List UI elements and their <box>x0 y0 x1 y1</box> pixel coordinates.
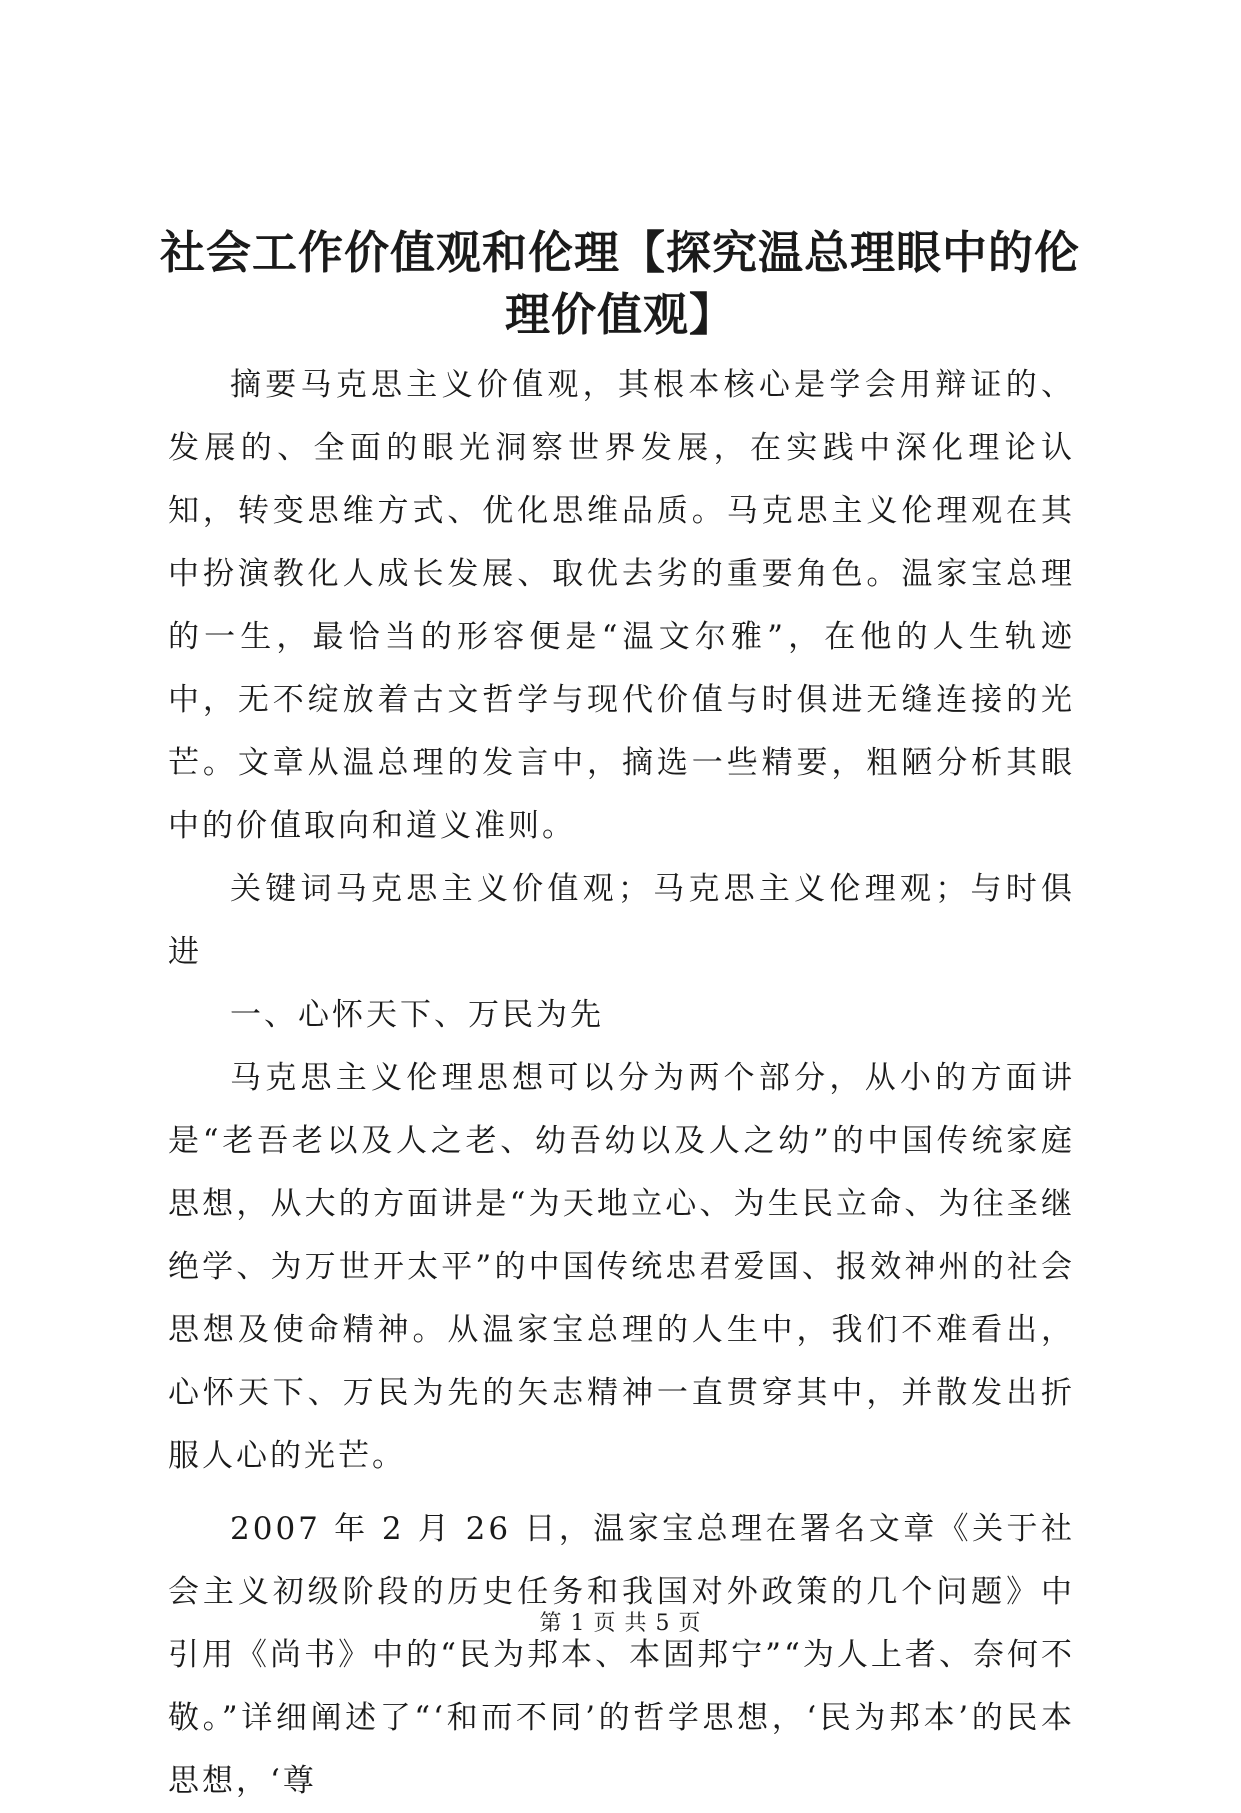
page-footer: 第 1 页 共 5 页 <box>539 1611 702 1636</box>
document-title <box>150 222 1090 346</box>
title-line-2: 理价值观】 <box>504 288 735 341</box>
title-line-1: 社会工作价值观和伦理【探究温总理眼中的伦 <box>159 226 1080 279</box>
abstract-paragraph: 摘要马克思主义价值观，其根本核心是学会用辩证的、发展的、全面的眼光洞察世界发展，在实践中深化理论认知，转变思维方式、优化思维品质。马克思主义伦理观在其中扮演教化人成长发展、取优去劣的重要角色。温家宝总理的一生，最恰当的形容便是“温文尔雅”，在他的人生轨迹中，无不绽放着古文哲学与现代价值与时俱进无缝连接的光芒。文章从温总理的发言中，摘选一些精要，粗陋分析其眼中的价值取向和道义准则。 <box>168 367 1075 844</box>
body-paragraph: 马克思主义伦理思想可以分为两个部分，从小的方面讲是“老吾老以及人之老、幼吾幼以及人之幼”的中国传统家庭思想，从大的方面讲是“为天地立心、为生民立命、为往圣继绝学、为万世开太平”的中国传统忠君爱国、报效神州的社会思想及使命精神。从温家宝总理的人生中，我们不难看出，心怀天下、万民为先的矢志精神一直贯穿其中，并散发出折服人心的光芒。 <box>168 1060 1075 1474</box>
document-body <box>168 354 1075 1813</box>
body-paragraph: 2007 年 2 月 26 日，温家宝总理在署名文章《关于社会主义初级阶段的历史任务和我国对外政策的几个问题》中引用《尚书》中的“民为邦本、本固邦宁”“为人上者、奈何不敬。”详细阐述了“‘和而不同’的哲学思想，‘民为邦本’的民本思想，‘尊 <box>168 1511 1075 1799</box>
section-heading: 一、心怀天下、万民为先 <box>230 997 604 1033</box>
keywords-paragraph: 关键词马克思主义价值观；马克思主义伦理观；与时俱进 <box>168 871 1075 970</box>
